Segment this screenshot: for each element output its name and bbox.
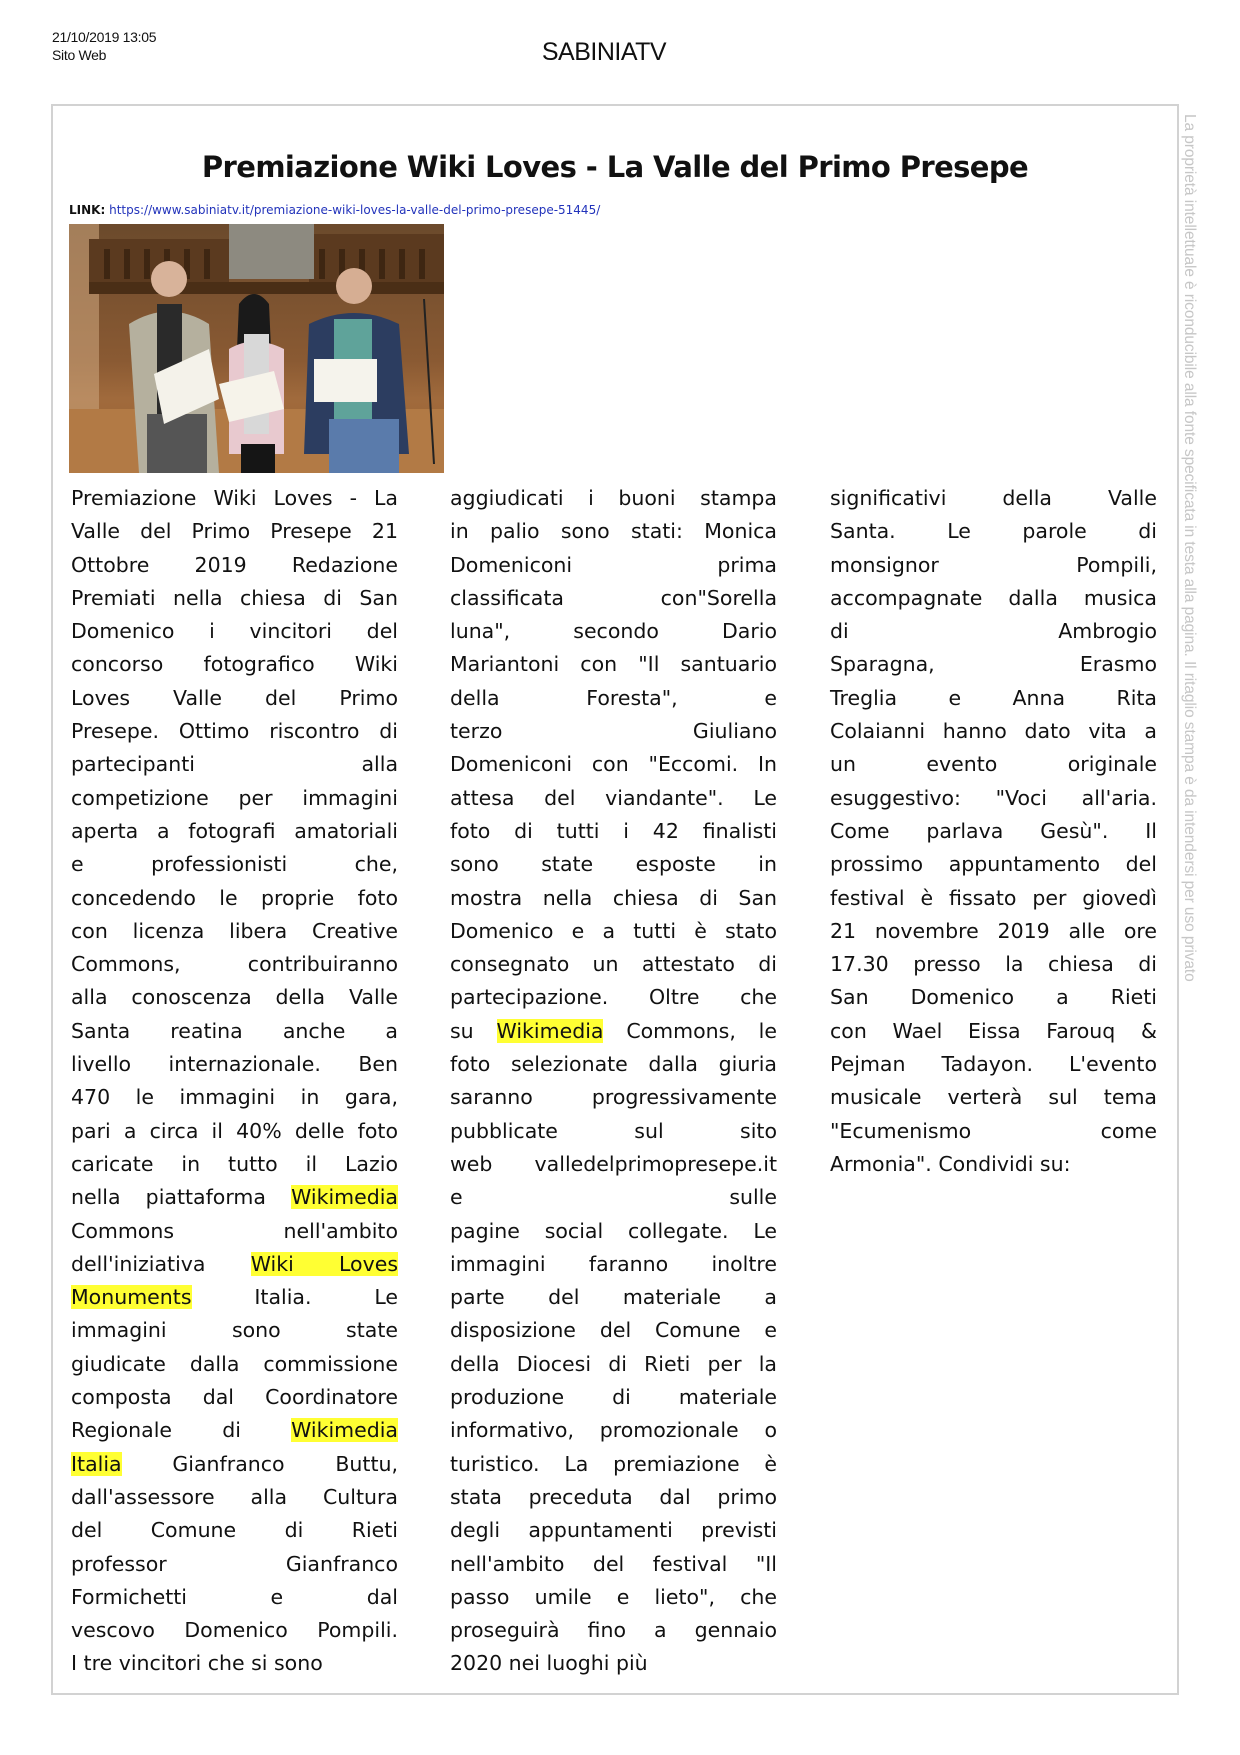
article-text: della Diocesi di Rieti per la [450,1351,777,1376]
article-text-line [450,1015,777,1048]
article-text: informativo, promozionale o [450,1418,777,1443]
article-text: Regionale di [71,1418,292,1443]
article-text: Gianfranco Buttu, [121,1451,398,1476]
article-text: 21 novembre 2019 alle ore [830,918,1157,943]
article-text: foto di tutti i 42 finalisti [450,818,777,843]
article-text-line [450,1081,777,1114]
article-text-line [71,1348,398,1381]
article-text: un evento originale [830,752,1157,777]
article-text: produzione di materiale [450,1385,777,1410]
article-text: passo umile e lieto", che [450,1584,777,1609]
article-text: Premiazione Wiki Loves - La [71,486,398,510]
article-text: consegnato un attestato di [450,952,777,977]
article-column-3 [830,482,1157,1181]
article-text-line [450,1048,777,1081]
article-text-line [450,1481,777,1514]
article-text-line [71,648,398,681]
article-text: Premiati nella chiesa di San [71,585,398,610]
article-text: del Comune di Rieti [71,1518,398,1543]
article-text-line [450,1581,777,1614]
article-text: 470 le immagini in gara, [71,1085,398,1110]
article-text-line [450,1281,777,1314]
article-text-line [450,582,777,615]
article-text-line [450,815,777,848]
article-text: esuggestivo: "Voci all'aria. [830,785,1157,810]
article-text: disposizione del Comune e [450,1318,777,1343]
article-text: pari a circa il 40% delle foto [71,1118,398,1143]
article-text-line [450,1248,777,1281]
article-text: dell'iniziativa [71,1251,251,1276]
article-text: luna", secondo Dario [450,619,777,644]
article-text-line [71,882,398,915]
article-text-line [830,715,1157,748]
article-text: degli appuntamenti previsti [450,1518,777,1543]
copyright-watermark: La proprietà intellettuale è riconducibile alla fonte specificata in testa alla pagina. Il ritaglio stampa è da intendersi per uso privato [1181,114,1198,982]
article-text-line [830,582,1157,615]
article-text-line [830,882,1157,915]
article-text-line [71,948,398,981]
article-title: Premiazione Wiki Loves - La Valle del Primo Presepe [201,150,1029,184]
article-text: "Ecumenismo come [830,1118,1157,1143]
article-text: partecipanti alla [71,752,398,777]
article-text-line [71,1448,398,1481]
article-text-line [71,1115,398,1148]
article-text-line [830,482,1157,515]
article-text-line [71,1215,398,1248]
article-text-line [71,1281,398,1314]
article-text-line [830,848,1157,881]
article-text: Domeniconi con "Eccomi. In [450,752,777,777]
article-text: pagine social collegate. Le [450,1218,777,1243]
article-text: partecipazione. Oltre che [450,985,777,1010]
article-text-line [450,648,777,681]
article-text: Armonia". Condividi su: [830,1151,1071,1176]
article-text: turistico. La premiazione è [450,1451,777,1476]
article-text: accompagnate dalla musica [830,585,1157,610]
article-text-line [830,948,1157,981]
article-text: aperta a fotografi amatoriali [71,818,398,843]
article-text: classificata con"Sorella [450,585,777,610]
article-text: alla conoscenza della Valle [71,985,398,1010]
highlighted-keyword: Wiki Loves [250,1251,398,1276]
article-text-line [450,915,777,948]
article-text-line [450,1148,777,1181]
article-text: Ottobre 2019 Redazione [71,552,398,577]
article-text: web valledelprimopresepe.it [450,1151,777,1176]
article-text: giudicate dalla commissione [71,1351,398,1376]
article-text-line [71,748,398,781]
article-text-line [71,1015,398,1048]
article-photo [69,224,444,473]
article-text-line [450,515,777,548]
article-text-line [450,549,777,582]
article-text-line [830,648,1157,681]
article-text-line [71,915,398,948]
article-text: 2020 nei luoghi più [450,1651,648,1676]
article-text: Colaianni hanno dato vita a [830,719,1157,744]
article-text-line [71,782,398,815]
article-text-line [71,1614,398,1647]
article-link-row [69,203,600,217]
article-text: significativi della Valle [830,486,1157,510]
article-text: con Wael Eissa Farouq & [830,1018,1157,1043]
article-text: immagini sono state [71,1318,398,1343]
highlighted-keyword: Italia [71,1451,122,1476]
article-text-line [830,1148,1157,1181]
article-text-line [450,1614,777,1647]
article-text-line [830,815,1157,848]
article-text: Formichetti e dal [71,1584,398,1609]
article-text: pubblicate sul sito [450,1118,777,1143]
highlighted-keyword: Monuments [71,1285,192,1310]
article-text: festival è fissato per giovedì [830,885,1157,910]
article-text-line [71,1314,398,1347]
article-text: proseguirà fino a gennaio [450,1618,777,1643]
article-text: immagini faranno inoltre [450,1251,777,1276]
article-text: nella piattaforma [71,1185,292,1210]
highlighted-keyword: Wikimedia [496,1018,604,1043]
article-text-line [830,549,1157,582]
article-text: dall'assessore alla Cultura [71,1484,398,1509]
article-text-line [71,1481,398,1514]
article-text: concedendo le proprie foto [71,885,398,910]
highlighted-keyword: Wikimedia [291,1418,398,1443]
article-text: Pejman Tadayon. L'evento [830,1052,1157,1077]
article-text-line [450,1215,777,1248]
article-text: Sparagna, Erasmo [830,652,1157,677]
article-text-line [450,1181,777,1214]
article-text-line [830,915,1157,948]
article-text: Come parlava Gesù". Il [830,818,1157,843]
article-text: concorso fotografico Wiki [71,652,398,677]
article-text-line [450,1448,777,1481]
article-text-line [71,482,398,515]
article-text-line [450,715,777,748]
article-text-line [830,1115,1157,1148]
article-text: della Foresta", e [450,685,777,710]
article-text: Domenico e a tutti è stato [450,918,777,943]
article-text: San Domenico a Rieti [830,985,1157,1010]
article-text: vescovo Domenico Pompili. [71,1618,398,1643]
article-text-line [830,981,1157,1014]
article-text: musicale verterà sul tema [830,1085,1157,1110]
article-text: nell'ambito del festival "Il [450,1551,777,1576]
link-label: LINK: [69,203,106,217]
article-text: Commons, contribuiranno [71,952,398,977]
article-text-line [71,1514,398,1547]
article-text: sono state esposte in [450,852,777,877]
article-text-line [450,1514,777,1547]
article-column-2 [450,482,777,1681]
article-text: Loves Valle del Primo [71,685,398,710]
article-text-line [71,615,398,648]
article-text-line [450,782,777,815]
article-text-line [450,615,777,648]
article-text-line [71,1248,398,1281]
article-text-line [71,1081,398,1114]
article-text-line [450,1414,777,1447]
article-text-line [71,1581,398,1614]
article-text-line [450,1548,777,1581]
article-text: Santa. Le parole di [830,519,1157,544]
article-text: Italia. Le [191,1285,398,1310]
header-source-type: Sito Web [52,47,107,63]
article-text: attesa del viandante". Le [450,785,777,810]
article-text-line [71,1148,398,1181]
article-text: con licenza libera Creative [71,918,398,943]
article-text-line [71,582,398,615]
article-text: Presepe. Ottimo riscontro di [71,719,398,744]
article-text-line [71,715,398,748]
article-text: composta dal Coordinatore [71,1385,398,1410]
article-text: Domenico i vincitori del [71,619,398,644]
article-text-line [830,615,1157,648]
article-text: Commons, le [603,1018,777,1043]
article-text-line [450,848,777,881]
article-text-line [71,1181,398,1214]
article-text-line [450,1314,777,1347]
article-text: Commons nell'ambito [71,1218,398,1243]
article-text-line [830,782,1157,815]
article-text-line [71,1048,398,1081]
article-text: Mariantoni con "Il santuario [450,652,777,677]
article-text-line [71,1381,398,1414]
article-text: livello internazionale. Ben [71,1052,398,1077]
article-text: stata preceduta dal primo [450,1484,777,1509]
article-text: Treglia e Anna Rita [830,685,1157,710]
article-text: e professionisti che, [71,852,398,877]
article-text-line [450,1348,777,1381]
article-text: in palio sono stati: Monica [450,519,777,544]
article-text: prossimo appuntamento del [830,852,1157,877]
article-text-line [830,748,1157,781]
article-text: caricate in tutto il Lazio [71,1151,398,1176]
article-text-line [71,515,398,548]
article-text-line [71,549,398,582]
photo-icon [69,224,444,473]
article-text-line [830,1081,1157,1114]
article-text-line [71,1548,398,1581]
article-text-line [830,1015,1157,1048]
article-text-line [830,515,1157,548]
article-text-line [71,1647,398,1680]
article-text: e sulle [450,1185,777,1210]
article-text: Valle del Primo Presepe 21 [71,519,398,544]
header-source-name: SABINIATV [541,38,667,66]
article-text: professor Gianfranco [71,1551,398,1576]
article-text: saranno progressivamente [450,1085,777,1110]
article-text: Santa reatina anche a [71,1018,398,1043]
article-text-line [71,682,398,715]
article-text: terzo Giuliano [450,719,777,744]
article-text-line [71,815,398,848]
article-text: parte del materiale a [450,1285,777,1310]
article-text: Domeniconi prima [450,552,777,577]
article-text-line [450,948,777,981]
article-text-line [450,882,777,915]
article-column-1 [71,482,398,1681]
article-text-line [450,682,777,715]
article-text: di Ambrogio [830,619,1157,644]
article-text-line [450,1381,777,1414]
article-text-line [830,682,1157,715]
article-text-line [450,1115,777,1148]
article-text: mostra nella chiesa di San [450,885,777,910]
header-datetime: 21/10/2019 13:05 [52,29,157,45]
article-text: competizione per immagini [71,785,398,810]
article-text: monsignor Pompili, [830,552,1157,577]
article-text-line [450,1647,777,1680]
article-text-line [450,748,777,781]
article-text: su [450,1018,497,1043]
article-text: aggiudicati i buoni stampa [450,486,777,510]
article-text-line [450,482,777,515]
article-link[interactable]: https://www.sabiniatv.it/premiazione-wiki-loves-la-valle-del-primo-presepe-51445/ [109,203,601,217]
article-text-line [450,981,777,1014]
article-text: foto selezionate dalla giuria [450,1052,777,1077]
article-text-line [71,1414,398,1447]
article-text-line [71,848,398,881]
article-text-line [71,981,398,1014]
highlighted-keyword: Wikimedia [291,1185,398,1210]
article-text-line [830,1048,1157,1081]
article-text: I tre vincitori che si sono [71,1651,323,1676]
article-text: 17.30 presso la chiesa di [830,952,1157,977]
